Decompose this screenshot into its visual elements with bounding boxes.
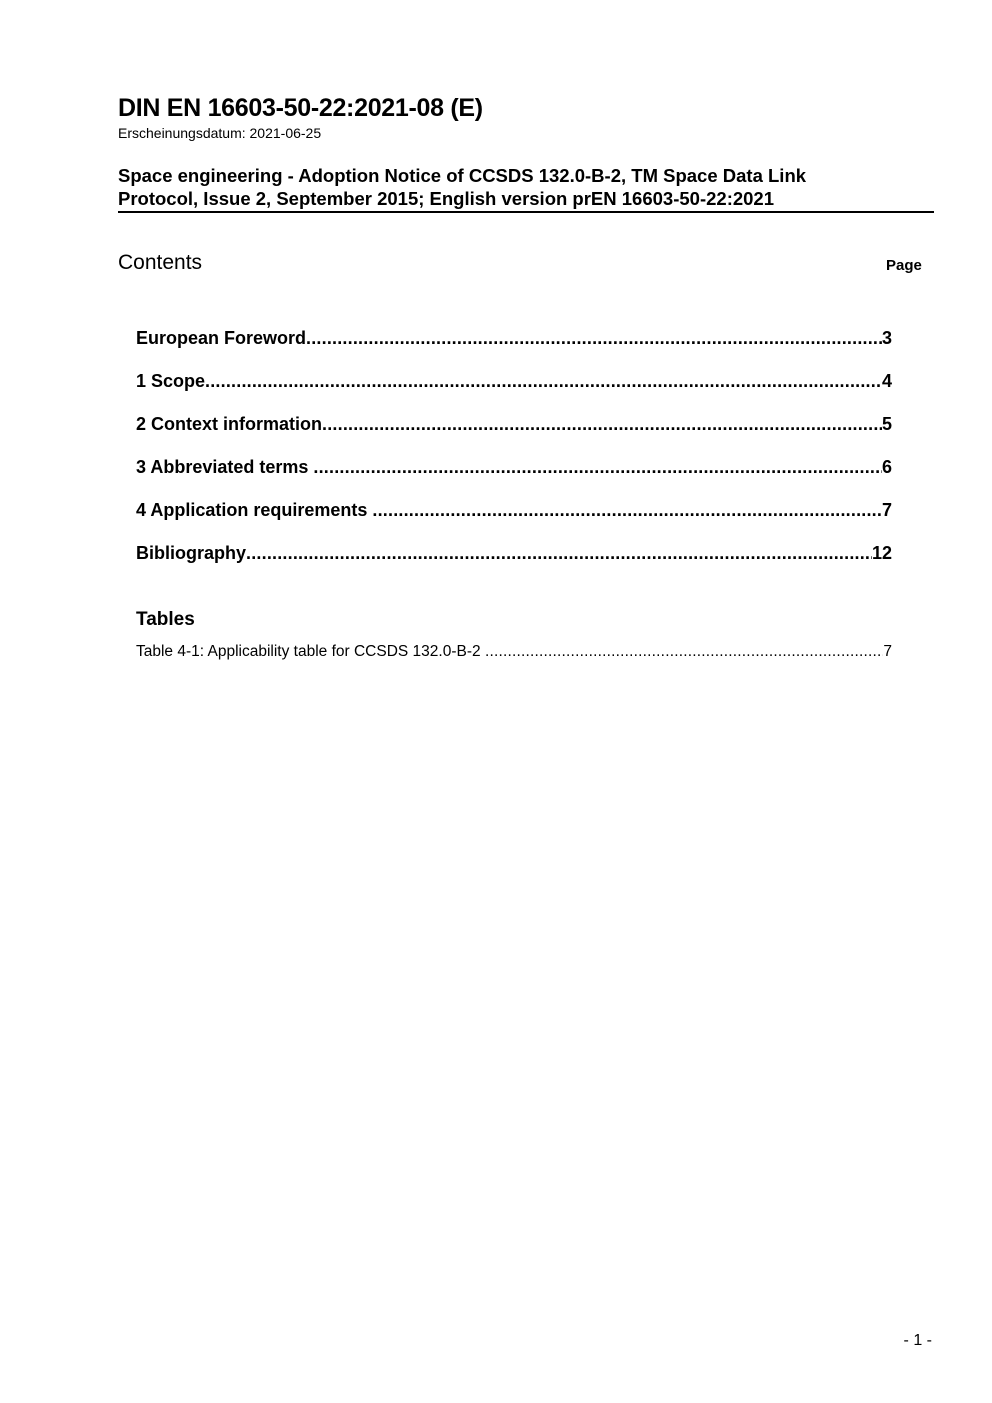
toc-entry-page: 3 <box>881 328 892 348</box>
page-number: - 1 - <box>903 1332 932 1349</box>
toc-dot-leader <box>313 457 882 478</box>
toc-entry-label: European Foreword <box>136 328 307 348</box>
toc-entry-label: 1 Scope <box>136 371 206 391</box>
toc-dot-leader <box>322 414 882 435</box>
toc-entry-context-information[interactable] <box>136 414 892 457</box>
toc-entry-page: 6 <box>881 457 892 477</box>
toc-entry-page: 12 <box>871 543 892 563</box>
subtitle-line-1: Space engineering - Adoption Notice of CCSDS 132.0-B-2, TM Space Data Link <box>118 165 807 186</box>
toc-entry-bibliography[interactable] <box>136 543 892 586</box>
subtitle-line-2: Protocol, Issue 2, September 2015; English version prEN 16603-50-22:2021 <box>118 188 775 209</box>
toc-entry-application-requirements[interactable] <box>136 500 892 543</box>
table-entry-page: 7 <box>883 643 892 660</box>
document-title: DIN EN 16603-50-22:2021-08 (E) <box>118 94 483 122</box>
toc-entry-page: 4 <box>881 371 892 391</box>
list-of-tables <box>136 643 892 661</box>
table-of-contents <box>136 328 892 586</box>
contents-heading: Contents <box>118 251 203 274</box>
document-subtitle <box>118 164 934 213</box>
toc-entry-label: 3 Abbreviated terms <box>136 457 314 477</box>
toc-entry-label: Bibliography <box>136 543 247 563</box>
toc-entry-label: 4 Application requirements <box>136 500 373 520</box>
toc-entry-page: 7 <box>881 500 892 520</box>
toc-entry-european-foreword[interactable] <box>136 328 892 371</box>
toc-entry-abbreviated-terms[interactable] <box>136 457 892 500</box>
publication-date: Erscheinungsdatum: 2021-06-25 <box>118 125 322 141</box>
toc-dot-leader <box>205 371 882 392</box>
toc-entry-page: 5 <box>881 414 892 434</box>
table-entry-4-1[interactable] <box>136 643 892 661</box>
tables-heading: Tables <box>136 609 195 630</box>
page-column-heading: Page <box>886 257 922 274</box>
table-dot-leader <box>485 643 883 661</box>
table-entry-label: Table 4-1: Applicability table for CCSDS 132.0-B-2 <box>136 643 485 660</box>
toc-entry-label: 2 Context information <box>136 414 323 434</box>
toc-entry-scope[interactable] <box>136 371 892 414</box>
toc-dot-leader <box>246 543 872 564</box>
toc-dot-leader <box>306 328 882 349</box>
toc-dot-leader <box>372 500 882 521</box>
